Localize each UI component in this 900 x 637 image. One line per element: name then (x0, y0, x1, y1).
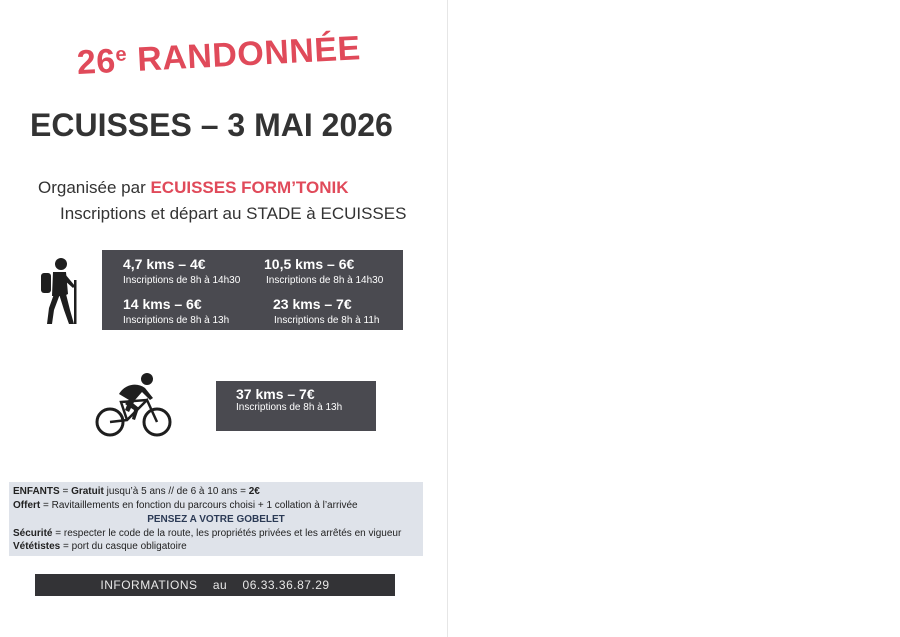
mtb-label: Vététistes (13, 541, 61, 552)
route-hours: Inscriptions de 8h à 14h30 (266, 275, 384, 286)
children-label: ENFANTS (13, 486, 60, 497)
page-fold-divider (447, 0, 448, 637)
edition-number: 26 (75, 42, 117, 83)
safety-label: Sécurité (13, 528, 53, 539)
contact-separator: au (212, 578, 228, 592)
flyer-page (0, 0, 447, 637)
route-hours: Inscriptions de 8h à 13h (236, 402, 343, 413)
safety-text: = respecter le code de la route, les propriétés privées et les arrêtés en vigueur (52, 528, 402, 539)
practical-info (9, 482, 423, 556)
children-text: jusqu’à 5 ans // de 6 à 10 ans = (103, 486, 249, 497)
organizer-brand: ECUISSES FORM’TONIK (150, 178, 349, 197)
children-pricing (13, 485, 260, 499)
route-hours: Inscriptions de 8h à 13h (123, 315, 230, 326)
event-type: RANDONNÉE (126, 29, 362, 80)
organizer-prefix: Organisée par (38, 178, 151, 197)
route-hours: Inscriptions de 8h à 14h30 (123, 275, 241, 286)
route-distance: 14 kms – 6€ (123, 296, 202, 312)
page-title: ECUISSES – 3 MAI 2026 (30, 107, 393, 143)
offered-info (13, 499, 358, 513)
offered-text: = Ravitaillements en fonction du parcours choisi + 1 collation à l’arrivée (40, 500, 358, 511)
spacer (197, 578, 212, 592)
children-free: Gratuit (71, 486, 104, 497)
route-distance: 4,7 kms – 4€ (123, 256, 206, 272)
mtb-text: = port du casque obligatoire (60, 541, 187, 552)
edition-suffix: e (114, 43, 128, 66)
route-distance: 37 kms – 7€ (236, 386, 315, 402)
cyclist-icon (95, 372, 175, 440)
children-text: = (59, 486, 72, 497)
spacer (227, 578, 242, 592)
safety-info (13, 527, 401, 541)
mtb-info (13, 540, 187, 554)
route-distance: 10,5 kms – 6€ (264, 256, 355, 272)
walking-routes-box (102, 250, 403, 330)
cycling-route-box (216, 381, 376, 431)
cup-reminder: PENSEZ A VOTRE GOBELET (147, 514, 285, 525)
registration-location: Inscriptions et départ au STADE à ECUISSES (60, 204, 407, 223)
offered-label: Offert (13, 500, 41, 511)
hiker-icon (38, 256, 84, 326)
route-hours: Inscriptions de 8h à 11h (274, 315, 380, 326)
event-edition-title (76, 29, 362, 83)
contact-bar (35, 574, 395, 596)
children-price: 2€ (248, 486, 260, 497)
organizer-line (38, 178, 349, 198)
contact-label: INFORMATIONS (100, 578, 198, 592)
contact-phone[interactable]: 06.33.36.87.29 (242, 578, 330, 592)
route-distance: 23 kms – 7€ (273, 296, 352, 312)
